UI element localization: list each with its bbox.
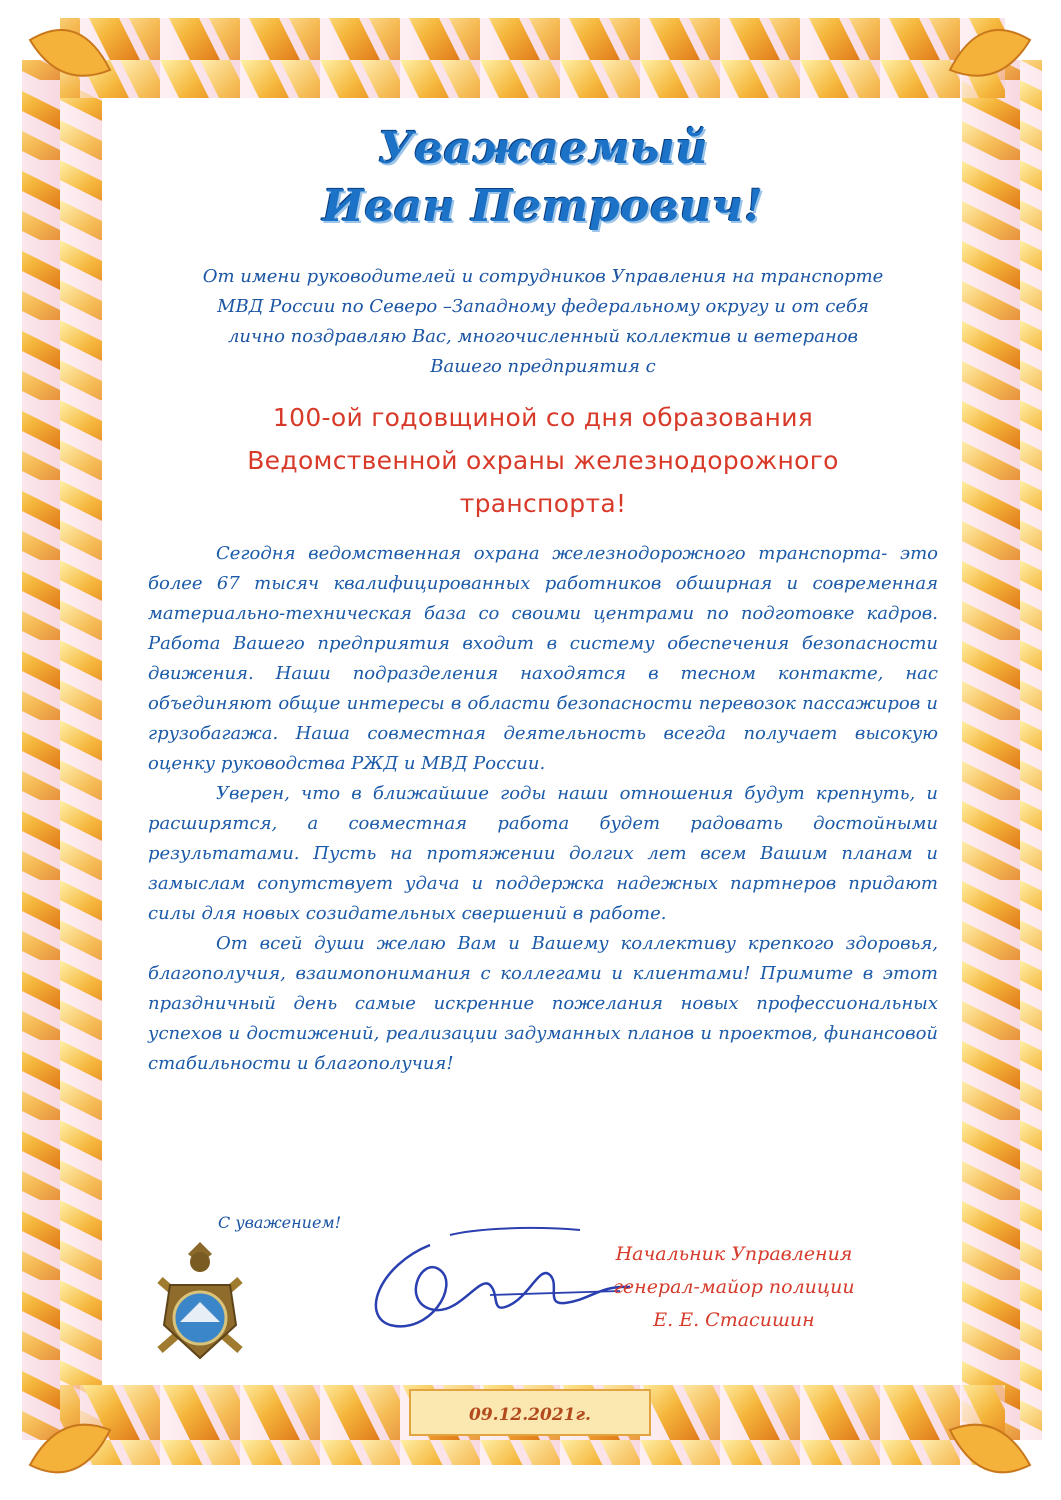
occasion-heading	[148, 396, 938, 525]
signer-block	[574, 1238, 894, 1337]
police-emblem-icon	[150, 1240, 250, 1365]
intro-line: МВД России по Северо –Западному федеральному округу и от себя	[217, 296, 869, 317]
occasion-line: Ведомственной охраны железнодорожного	[247, 446, 839, 475]
body-paragraph: Сегодня ведомственная охрана железнодорожного транспорта- это более 67 тысяч квалифицированных работников обширная и современная материально-техническая база со своими центрами по подготовке кадров. Работа Вашего предприятия входит в систему обеспечения безопасности движения. Наши подразделения находятся в тесном контакте, нас объединяют общие интересы в области безопасности перевозок пассажиров и грузобагажа. Наша совместная деятельность всегда получает высокую оценку руководства РЖД и МВД России.	[148, 543, 938, 774]
letter-date: 09.12.2021г.	[469, 1405, 591, 1425]
letter-body	[148, 539, 938, 1079]
greeting-heading	[148, 120, 938, 236]
signer-title: Начальник Управления	[615, 1243, 853, 1265]
greeting-line-1: Уважаемый	[377, 123, 709, 174]
occasion-line: 100-ой годовщиной со дня образования	[272, 403, 814, 432]
intro-line: лично поздравляю Вас, многочисленный коллектив и ветеранов	[227, 326, 859, 347]
intro-line: Вашего предприятия с	[430, 356, 656, 377]
body-paragraph: От всей души желаю Вам и Вашему коллективу крепкого здоровья, благополучия, взаимопонимания с коллегами и клиентами! Примите в этот праздничный день самые искренние пожелания новых профессиональных успехов и достижений, реализации задуманных планов и проектов, финансовой стабильности и благополучия!	[148, 933, 938, 1074]
intro-text	[148, 262, 938, 382]
body-paragraph: Уверен, что в ближайшие годы наши отношения будут крепнуть, и расширятся, а совместная работа будет радовать достойными результатами. Пусть на протяжении долгих лет всем Вашим планам и замыслам сопутствует удача и поддержка надежных партнеров придают силы для новых созидательных свершений в работе.	[148, 783, 938, 924]
signer-rank: генерал-майор полиции	[613, 1276, 855, 1298]
intro-line: От имени руководителей и сотрудников Управления на транспорте	[202, 266, 884, 287]
greeting-line-2: Иван Петрович!	[322, 181, 764, 232]
closing-phrase: С уважением!	[218, 1213, 342, 1232]
occasion-line: транспорта!	[459, 489, 627, 518]
letter-content	[148, 120, 938, 1079]
signer-name: Е. Е. Стасишин	[653, 1309, 815, 1331]
